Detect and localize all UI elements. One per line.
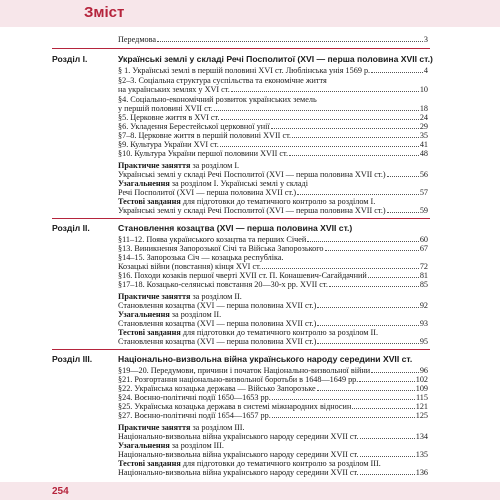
practical-label: Практичне заняття [118,292,191,301]
practical-label: Практичне заняття [118,161,191,170]
toc-page-number: 59 [419,206,428,215]
toc-page-number: 92 [419,301,428,310]
toc-page-number: 56 [419,170,428,179]
leader-dots [289,155,419,156]
test-rest: для підготовки до тематичного контролю за розділом ІІ. [180,328,379,337]
toc-page-number: 60 [419,235,428,244]
toc-entry-title: §25. Українська козацька держава в системі міжнародних відносин [118,402,352,411]
toc-page-number: 125 [415,411,428,420]
toc-page-number: 24 [419,113,428,122]
toc-entry-title: на українських землях у XVI ст. [118,85,230,94]
leader-dots [368,277,419,278]
toc-entry-title: Передмова [118,35,156,44]
leader-dots [271,128,419,129]
toc-page-number: 95 [419,337,428,346]
general-label: Узагальнення [118,441,170,450]
toc-page-number: 85 [419,280,428,289]
toc-entry-title: Національно-визвольна війна українського народу середини XVII ст. [118,468,359,477]
toc-page-number: 136 [415,468,428,477]
toc-entry-title: §16. Походи козаків першої чверті XVII ст. П. Конашевич-Сагайдачний [118,271,367,280]
general-label: Узагальнення [118,310,170,319]
section-title-2: Становлення козацтва (XVI — перша половина XVII ст.) [118,223,353,233]
toc-entry-title: §24. Воєнно-політичні події 1650—1653 рр. [118,393,271,402]
toc-entry-title: §19—20. Передумови, причини і початок Національно-визвольної війни [118,366,371,375]
section-title-1: Українські землі у складі Речі Посполитої (XVI — перша половина XVII ст.) [118,54,433,64]
toc-page-number: 109 [415,384,428,393]
toc-entry[interactable] [118,149,428,159]
toc-entry-title: Національно-визвольна війна українського народу середини XVII ст. [118,450,359,459]
general-rest: за розділом ІІ. [169,310,222,319]
test-label: Тестові завдання [118,328,181,337]
section-divider [52,218,430,219]
leader-dots [307,241,419,242]
test-rest: для підготовки до тематичного контролю за розділом ІІІ. [180,459,381,468]
leader-dots [262,268,419,269]
toc-entry-title: §10. Культура України першої половини XVII ст. [118,149,289,158]
leader-dots [231,91,419,92]
toc-entry-title: Національно-визвольна війна українського народу середини XVII ст. [118,432,359,441]
leader-dots [360,456,415,457]
toc-entry-title: Становлення козацтва (XVI — перша половина XVII ст.) [118,301,317,310]
leader-dots [317,390,415,391]
toc-page-number: 3 [423,35,428,44]
leader-dots [371,72,423,73]
toc-entry-title: Українські землі у складі Речі Посполитої (XVI — перша половина XVII ст.) [118,170,386,179]
toc-page-number: 57 [419,188,428,197]
toc-entry-title: Козацькі війни (повстання) кінця XVI ст. [118,262,262,271]
toc-entry-title: §6. Укладення Берестейської церковної унії [118,122,270,131]
toc-entry[interactable]: §4. Соціально-економічний розвиток українських земель [118,95,317,104]
leader-dots [387,212,419,213]
toc-page-number: 72 [419,262,428,271]
leader-dots [317,325,418,326]
toc-entry-title: Українські землі у складі Речі Посполитої (XVI — перша половина XVII ст.) [118,206,386,215]
toc-entry[interactable]: §2–3. Соціальна структура суспільства та економічне життя [118,76,327,85]
leader-dots [329,286,419,287]
test-label: Тестові завдання [118,197,181,206]
general-label: Узагальнення [118,179,170,188]
practical-label: Практичне заняття [118,423,191,432]
toc-page-number: 96 [419,366,428,375]
section-label-2: Розділ ІІ. [52,223,90,233]
toc-entry[interactable]: §14–15. Запорозька Січ — козацька республіка. [118,253,284,262]
toc-page-number: 35 [419,131,428,140]
leader-dots [220,146,419,147]
section-divider [52,349,430,350]
toc-entry-intro[interactable] [118,35,428,45]
toc-page-number: 135 [415,450,428,459]
section-label-1: Розділ І. [52,54,88,64]
toc-entry[interactable] [118,85,428,95]
toc-page-number: 10 [419,85,428,94]
footer-band [0,482,500,500]
toc-page-number: 41 [419,140,428,149]
toc-page-number: 115 [416,393,428,402]
practical-rest: за розділом ІІ. [190,292,242,301]
toc-page-number: 4 [423,66,428,75]
leader-dots [272,417,415,418]
toc-entry-title: Становлення козацтва (XVI — перша половина XVII ст.) [118,319,317,328]
toc-entry-title: § 1. Українські землі в першій половині XVI ст. Люблінська унія 1569 р. [118,66,371,75]
leader-dots [272,399,415,400]
leader-dots [325,250,419,251]
toc-page-number: 29 [419,122,428,131]
toc-page-number: 48 [419,149,428,158]
toc-page-number: 93 [419,319,428,328]
toc-entry-title: у першій половині XVII ст. [118,104,213,113]
page-title: Зміст [84,4,125,21]
toc-entry[interactable] [118,66,428,76]
practical-rest: за розділом ІІІ. [190,423,245,432]
toc-entry[interactable] [118,411,428,421]
leader-dots [317,307,418,308]
toc-entry-title: §9. Культура України XVI ст. [118,140,219,149]
toc-entry-title: §11–12. Поява українського козацтва та перших Січей [118,235,307,244]
toc-page-number: 102 [415,375,428,384]
general-rest: за розділом І. Українські землі у складі [169,179,308,188]
leader-dots [352,408,414,409]
toc-entry-title: Речі Посполитої (XVI — перша половина XVII ст.) [118,188,297,197]
toc-page-number: 18 [419,104,428,113]
toc-entry-title: §13. Виникнення Запорозької Січі та Війська Запорозького [118,244,324,253]
practical-rest: за розділом І. [190,161,240,170]
leader-dots [221,119,419,120]
leader-dots [360,474,415,475]
leader-dots [387,176,419,177]
toc-entry-title: §27. Воєнно-політичні події 1654—1657 рр. [118,411,271,420]
section-label-3: Розділ ІІІ. [52,354,93,364]
toc-page-number: 134 [415,432,428,441]
toc-entry[interactable] [118,280,428,290]
toc-entry-title: §5. Церковне життя в XVI ст. [118,113,220,122]
toc-entry-title: §22. Українська козацька держава — Військо Запорозьке [118,384,316,393]
toc-entry-title: §17–18. Козацько-селянські повстання 20—30-х рр. XVII ст. [118,280,328,289]
title-band [0,0,500,27]
leader-dots [359,381,414,382]
toc-page-number: 121 [415,402,428,411]
toc-entry-title: §7–8. Церковне життя в першій половині XVII ст. [118,131,292,140]
toc-page-number: 67 [419,244,428,253]
leader-dots [292,137,419,138]
leader-dots [214,110,419,111]
general-rest: за розділом ІІІ. [169,441,224,450]
test-label: Тестові завдання [118,459,181,468]
toc-entry-title: Становлення козацтва (XVI — перша половина XVII ст.) [118,337,317,346]
leader-dots [317,343,418,344]
toc-page-number: 81 [419,271,428,280]
toc-entry-title: §21. Розгортання національно-визвольної боротьби в 1648—1649 рр. [118,375,359,384]
test-rest: для підготовки до тематичного контролю за розділом І. [180,197,376,206]
leader-dots [371,372,419,373]
section-title-3: Національно-визвольна війна українського народу середини XVII ст. [118,354,413,364]
toc-entry[interactable] [118,468,428,478]
leader-dots [297,194,419,195]
toc-entry[interactable] [118,206,428,216]
page-number: 254 [52,486,69,497]
leader-dots [360,438,415,439]
toc-entry[interactable] [118,337,428,347]
leader-dots [157,41,423,42]
section-divider [52,48,430,49]
